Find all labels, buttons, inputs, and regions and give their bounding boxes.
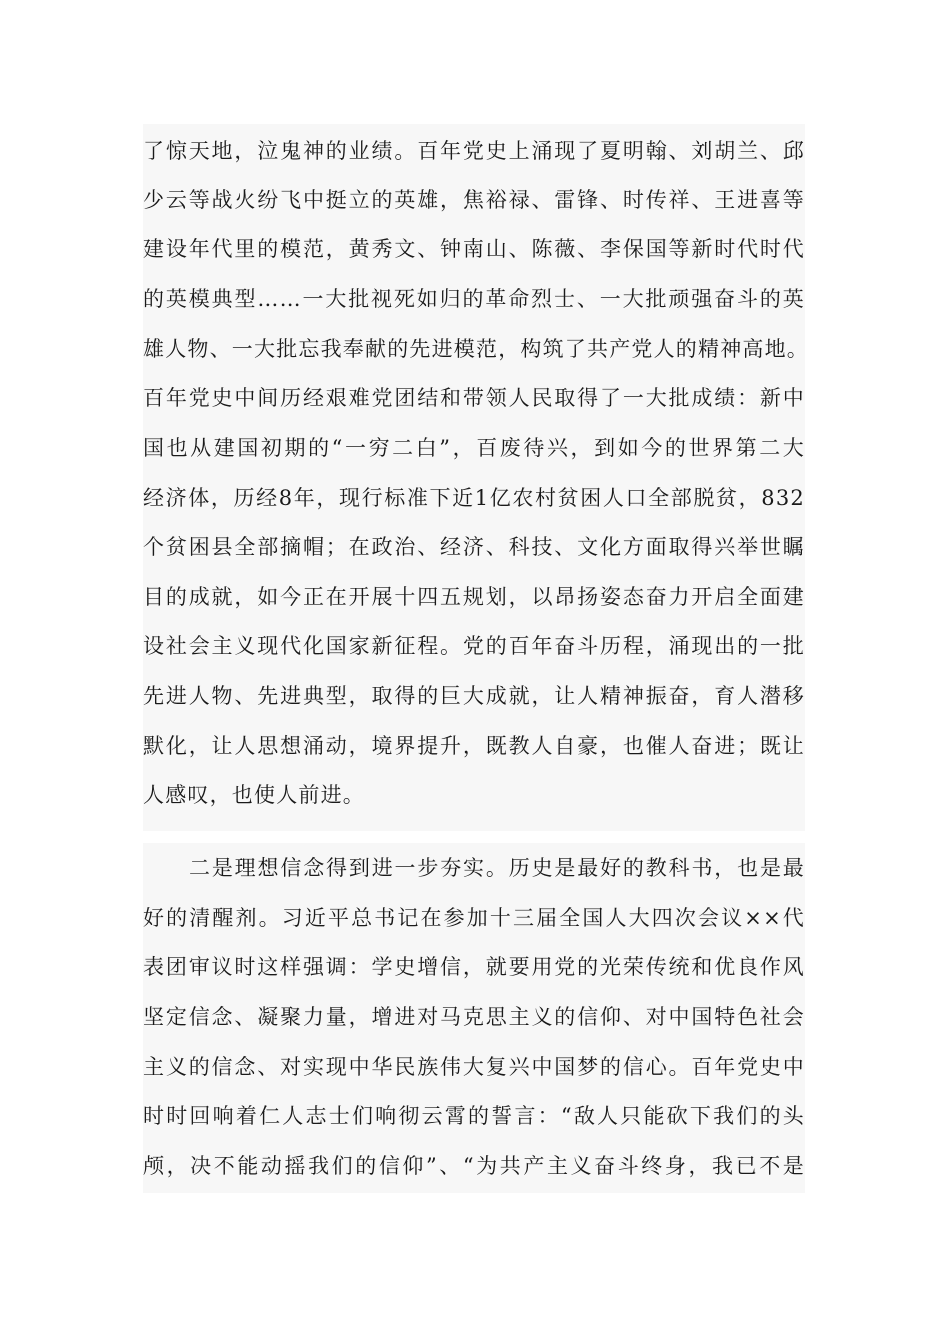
text-line: 二是理想信念得到进一步夯实。历史是最好的教科书，也是最 (189, 856, 805, 880)
paragraph-block-1 (143, 124, 809, 831)
text-line: 目的成就，如今正在开展十四五规划，以昂扬姿态奋力开启全面建 (143, 585, 805, 609)
text-line: 雄人物、一大批忘我奉献的先进模范，构筑了共产党人的精神高地。 (143, 337, 809, 361)
text-line: 经济体，历经8年，现行标准下近1亿农村贫困人口全部脱贫，832 (143, 486, 805, 510)
text-line: 好的清醒剂。习近平总书记在参加十三届全国人大四次会议××代 (143, 906, 805, 930)
text-line: 的英模典型……一大批视死如归的革命烈士、一大批顽强奋斗的英 (143, 287, 805, 311)
text-line: 先进人物、先进典型，取得的巨大成就，让人精神振奋，育人潜移 (143, 684, 805, 708)
text-line: 国也从建国初期的“一穷二白”，百废待兴，到如今的世界第二大 (143, 436, 805, 460)
text-line: 设社会主义现代化国家新征程。党的百年奋斗历程，涌现出的一批 (143, 634, 805, 658)
text-line: 坚定信念、凝聚力量，增进对马克思主义的信仰、对中国特色社会 (143, 1005, 805, 1029)
text-line: 了惊天地，泣鬼神的业绩。百年党史上涌现了夏明翰、刘胡兰、邱 (143, 139, 805, 163)
text-line: 表团审议时这样强调：学史增信，就要用党的光荣传统和优良作风 (143, 955, 805, 979)
text-line: 主义的信念、对实现中华民族伟大复兴中国梦的信心。百年党史中 (143, 1055, 805, 1079)
text-line: 默化，让人思想涌动，境界提升，既教人自豪，也催人奋进；既让 (143, 734, 805, 758)
text-line: 人感叹，也使人前进。 (143, 783, 365, 807)
text-line: 个贫困县全部摘帽；在政治、经济、科技、文化方面取得兴举世瞩 (143, 535, 805, 559)
text-line: 百年党史中间历经艰难党团结和带领人民取得了一大批成绩：新中 (143, 386, 805, 410)
text-line: 建设年代里的模范，黄秀文、钟南山、陈薇、李保国等新时代时代 (143, 237, 805, 261)
text-line: 少云等战火纷飞中挺立的英雄，焦裕禄、雷锋、时传祥、王进喜等 (143, 188, 805, 212)
text-line: 时时回响着仁人志士们响彻云霄的誓言：“敌人只能砍下我们的头 (143, 1104, 805, 1128)
paragraph-block-2 (143, 843, 805, 1193)
text-line: 颅，决不能动摇我们的信仰”、“为共产主义奋斗终身，我已不是 (143, 1154, 805, 1178)
